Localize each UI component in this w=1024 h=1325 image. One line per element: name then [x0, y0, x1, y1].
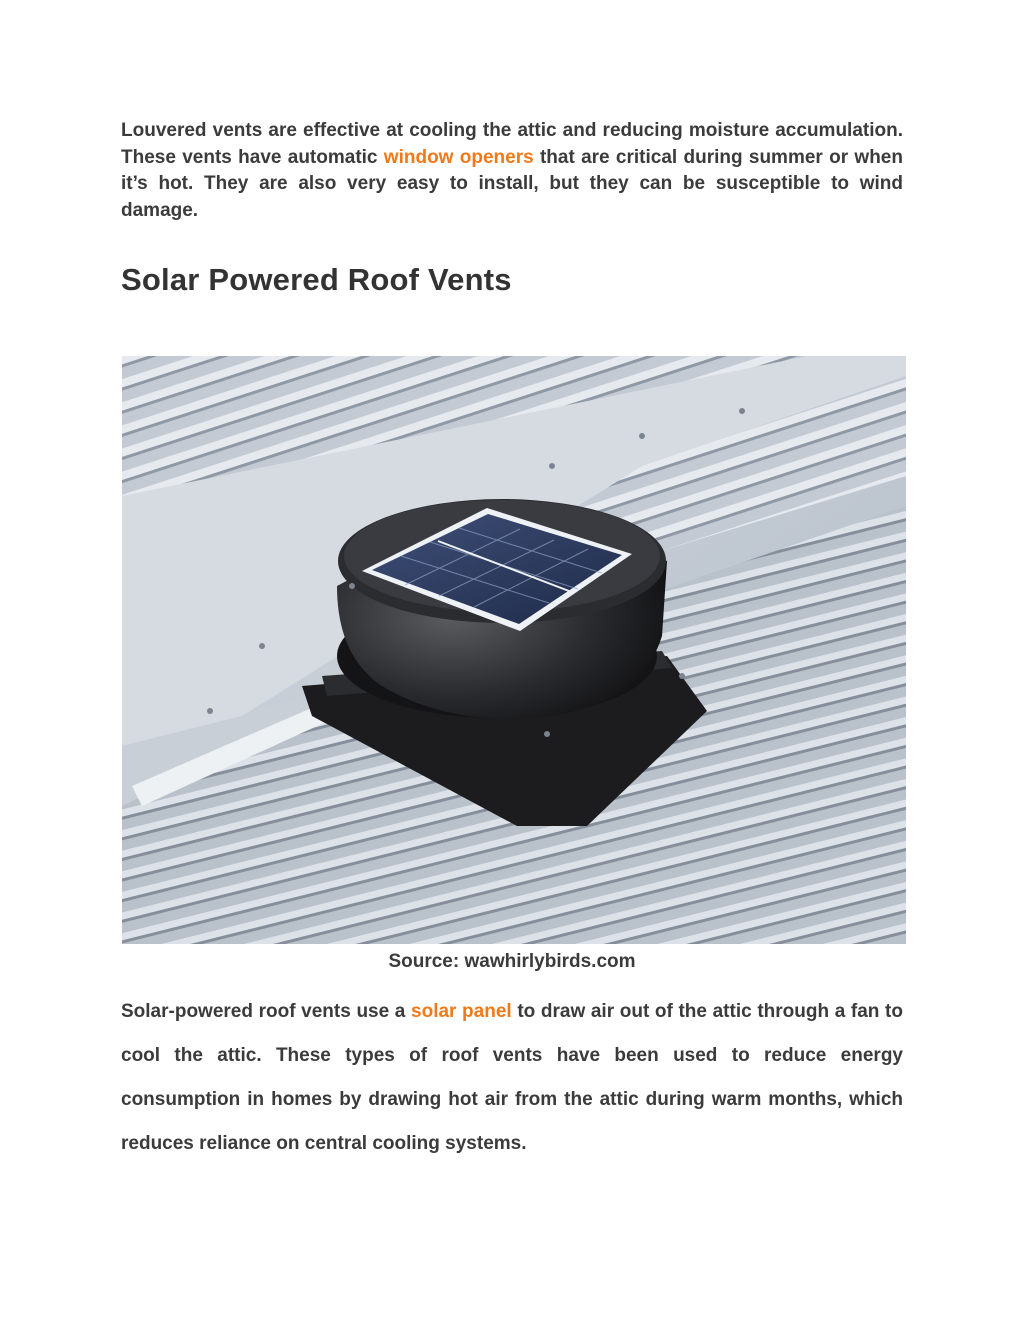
section-heading: Solar Powered Roof Vents	[121, 262, 512, 297]
solar-roof-vent-photo	[122, 356, 906, 944]
body-text-end: to draw air out of the attic through a fan to cool the attic. These types of roof vents have been used to reduce energy consumption in homes by drawing hot air from the attic during warm months, which reduces reliance on central cooling systems.	[121, 1001, 903, 1154]
solar-panel-link[interactable]: solar panel	[411, 1001, 512, 1022]
body-paragraph	[121, 990, 903, 1166]
intro-text-end: that are critical during summer or when it’s hot. They are also very easy to install, but they can be susceptible to wind damage.	[121, 146, 903, 221]
intro-text-start: Louvered vents are effective at cooling the attic and reducing moisture accumulation. These vents have automatic	[121, 120, 903, 168]
window-openers-link[interactable]: window openers	[383, 146, 534, 168]
body-text-start: Solar-powered roof vents use a	[121, 1001, 412, 1022]
image-caption: Source: wawhirlybirds.com	[388, 951, 636, 972]
intro-paragraph	[121, 118, 903, 224]
